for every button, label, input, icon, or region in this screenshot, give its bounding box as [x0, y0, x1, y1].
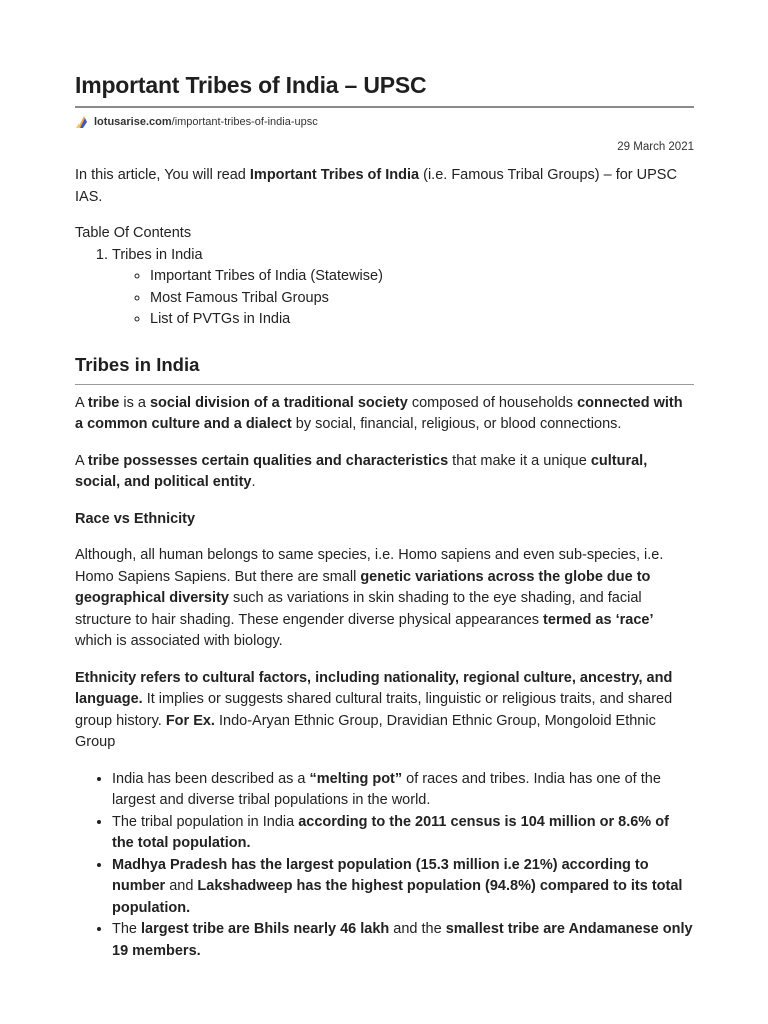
paragraph-tribe-qualities: A tribe possesses certain qualities and characteristics that make it a unique cultural, social, and political entity. [75, 452, 648, 490]
source-line [75, 114, 694, 130]
list-item: • Madhya Pradesh has the largest population (15.3 million i.e 21%) according to number and Lakshadweep has the highest population (94.8%) compared to its total population. [112, 855, 694, 920]
title-divider [75, 106, 694, 108]
toc-sublist [112, 266, 694, 331]
list-item: • The largest tribe are Bhils nearly 46 lakh and the smallest tribe are Andamanese only 19 members. [112, 919, 694, 962]
table-of-contents [75, 223, 694, 331]
article [75, 68, 694, 962]
toc-subitem-statewise[interactable]: ◦ Important Tribes of India (Statewise) [150, 266, 694, 288]
subheading-race-vs-ethnicity: Race vs Ethnicity [75, 510, 196, 527]
toc-subitem-famous-groups[interactable]: ◦ Most Famous Tribal Groups [150, 288, 694, 310]
section-heading: Tribes in India [75, 353, 200, 375]
list-item: • The tribal population in India according to the 2011 census is 104 million or 8.6% of the total population. [112, 812, 694, 855]
paragraph-race: Although, all human belongs to same species, i.e. Homo sapiens and even sub-species, i.e. Homo Sapiens Sapiens. But there are small genetic variations across the globe due to geographical diversity such as variations in skin shading to the eye shading, and facial structure to hair shading. These engender diverse physical appearances termed as ‘race’ which is associated with biology. [75, 547, 664, 649]
toc-subitem-pvtgs[interactable]: ◦ List of PVTGs in India [150, 309, 694, 331]
source-path[interactable]: /important-tribes-of-india-upsc [171, 116, 318, 128]
list-item: • India has been described as a “melting pot” of races and tribes. India has one of the largest and diverse tribal populations in the world. [112, 769, 694, 812]
toc-heading: Table Of Contents [75, 225, 192, 241]
paragraph-tribe-definition: A tribe is a social division of a traditional society composed of households connected with a common culture and a dialect by social, financial, religious, or blood connections. [75, 394, 683, 432]
article-title: Important Tribes of India – UPSC [75, 72, 427, 98]
publish-date: 29 March 2021 [617, 141, 694, 153]
paragraph-ethnicity: Ethnicity refers to cultural factors, including nationality, regional culture, ancestry, and language. It implies or suggests shared cultural traits, linguistic or religious traits, and shared group history. For Ex. Indo-Aryan Ethnic Group, Dravidian Ethnic Group, Mongoloid Ethnic Group [75, 669, 673, 750]
source-domain[interactable]: lotusarise.com [94, 116, 172, 128]
facts-list [75, 769, 694, 963]
toc-list [75, 245, 694, 331]
section-divider [75, 384, 694, 385]
intro-paragraph: In this article, You will read Important Tribes of India (i.e. Famous Tribal Groups) – for UPSC IAS. [75, 167, 677, 205]
toc-item-tribes-in-india[interactable]: 1. Tribes in India ◦ Important Tribes of India (Statewise) ◦ Most Famous Tribal Groups ◦ List of PVTGs in India [112, 245, 694, 331]
lotusarise-logo-icon [75, 114, 91, 130]
